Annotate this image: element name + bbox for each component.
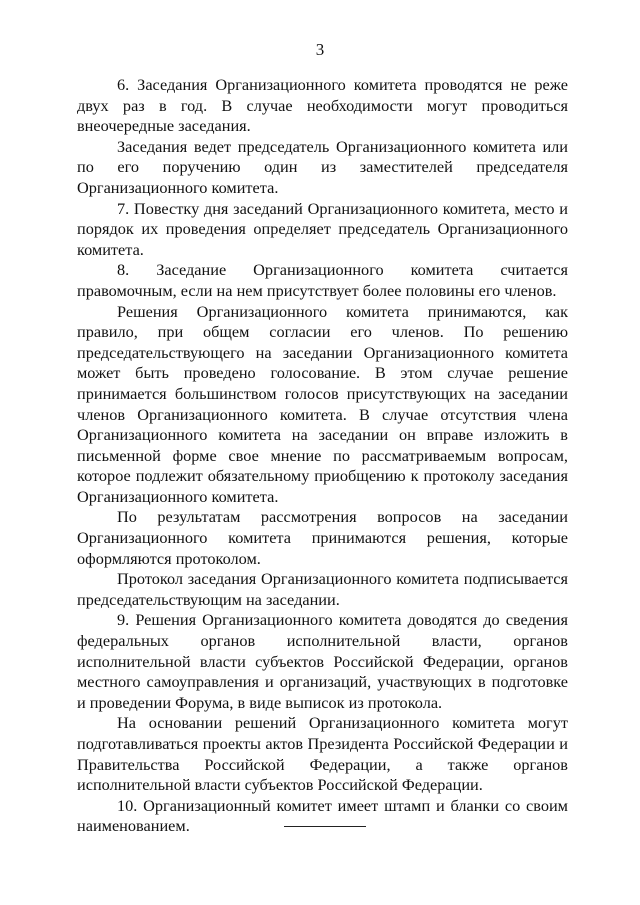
page-number: 3 <box>315 40 325 59</box>
paragraph-10-stamp: 10. Организационный комитет имеет штамп и бланки со своим наименованием. <box>77 795 568 836</box>
document-body <box>77 75 568 837</box>
paragraph-6-meetings-frequency: 6. Заседания Организационного комитета проводятся не реже двух раз в год. В случае необходимости могут проводиться внеочередные заседания. <box>77 75 568 136</box>
paragraph-9-decisions-distribution: 9. Решения Организационного комитета доводятся до сведения федеральных органов исполнительной власти, органов исполнительной власти субъектов Российской Федерации, органов местного самоуправления и организаций, участвующих в подготовке и проведении Форума, в виде выписок из протокола. <box>77 610 568 712</box>
paragraph-draft-acts: На основании решений Организационного комитета могут подготавливаться проекты актов Президента Российской Федерации и Правительства Российской Федерации, а также органов исполнительной власти субъектов Российской Федерации. <box>77 713 568 795</box>
paragraph-7-agenda: 7. Повестку дня заседаний Организационного комитета, место и порядок их проведения определяет председатель Организационного комитета. <box>77 198 568 259</box>
paragraph-meetings-chair: Заседания ведет председатель Организационного комитета или по его поручению один из заместителей председателя Организационного комитета. <box>77 136 568 197</box>
paragraph-decisions-protocol: По результатам рассмотрения вопросов на заседании Организационного комитета принимаются решения, которые оформляются протоколом. <box>77 507 568 568</box>
paragraph-decisions-voting: Решения Организационного комитета принимаются, как правило, при общем согласии его членов. По решению председательствующего на заседании Организационного комитета может быть проведено голосование. В этом случае решение принимается большинством голосов присутствующих на заседании членов Организационного комитета. В случае отсутствия члена Организационного комитета на заседании он вправе изложить в письменной форме свое мнение по рассматриваемым вопросам, которое подлежит обязательному приобщению к протоколу заседания Организационного комитета. <box>77 301 568 506</box>
paragraph-protocol-signature: Протокол заседания Организационного комитета подписывается председательствующим на заседании. <box>77 569 568 609</box>
paragraph-8-quorum: 8. Заседание Организационного комитета считается правомочным, если на нем присутствует более половины его членов. <box>77 260 568 300</box>
end-of-text-rule <box>284 826 366 827</box>
